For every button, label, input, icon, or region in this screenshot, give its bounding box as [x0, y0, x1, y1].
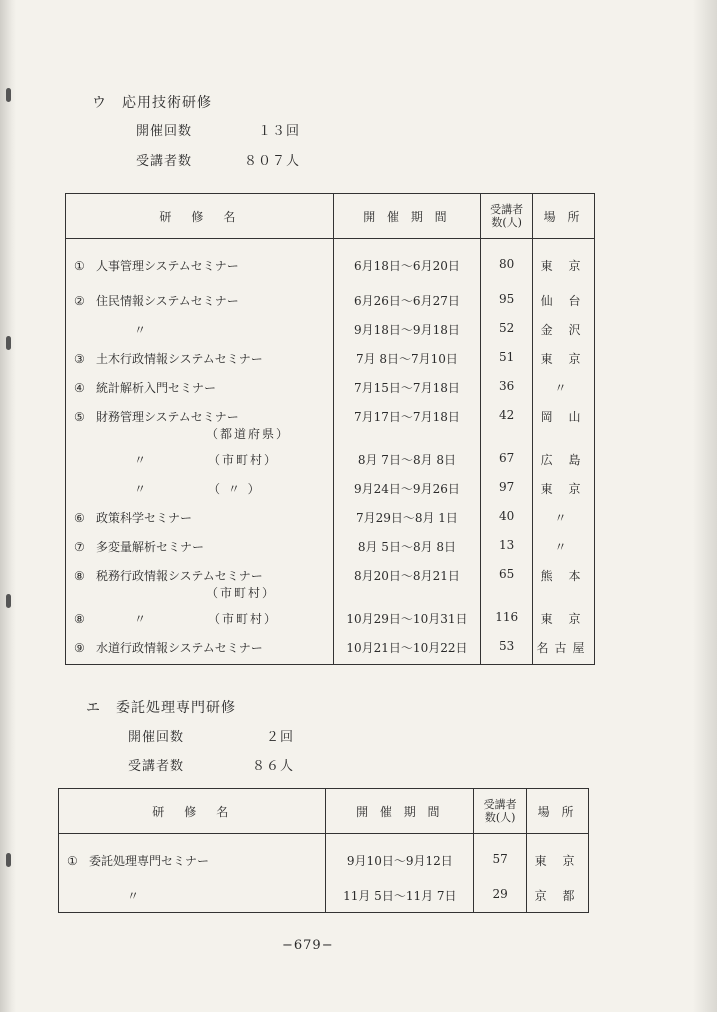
cell-place: 岡 山 — [540, 410, 587, 424]
cell-place: 金 沢 — [540, 323, 587, 337]
cell-period: 7月29日〜8月 1日 — [333, 509, 481, 538]
header-count-text: 受講者 数(人) — [490, 203, 524, 229]
header-count — [481, 194, 533, 239]
table-header-row — [59, 789, 589, 834]
cell-count: 52 — [481, 321, 533, 350]
seminar-target: （市町村） — [208, 612, 279, 626]
table-row — [66, 509, 595, 538]
row-number: ⑨ — [74, 641, 85, 655]
seminar-name: 〃 — [127, 889, 140, 903]
cell-period: 9月10日〜9月12日 — [326, 834, 474, 888]
cell-name — [59, 834, 326, 888]
row-number: ⑦ — [74, 540, 85, 554]
table-row — [66, 292, 595, 321]
binding-hole — [6, 853, 11, 867]
seminar-target: （都道府県） — [206, 427, 291, 441]
section-e-attendees-label: 受講者数 — [128, 759, 185, 774]
cell-name — [66, 538, 334, 567]
cell-period: 7月15日〜7月18日 — [333, 379, 481, 408]
cell-name — [66, 350, 334, 379]
cell-place: 東 京 — [540, 259, 587, 273]
binding-shadow-right — [693, 0, 717, 1012]
binding-hole — [6, 336, 11, 350]
seminar-name: 〃 — [134, 612, 147, 626]
seminar-name: 〃 — [134, 453, 147, 467]
cell-name — [66, 509, 334, 538]
seminar-name: 〃 — [134, 323, 147, 337]
seminar-target: （ 〃 ） — [208, 482, 262, 496]
cell-period: 11月 5日〜11月 7日 — [326, 887, 474, 913]
header-count — [474, 789, 527, 834]
table-row — [66, 350, 595, 379]
section-e-sessions-value: ２回 — [266, 730, 295, 745]
cell-period: 6月26日〜6月27日 — [333, 292, 481, 321]
header-count-text: 受講者 数(人) — [483, 798, 517, 824]
table-row — [66, 379, 595, 408]
cell-name — [66, 639, 334, 665]
section-u-sessions-label: 開催回数 — [136, 124, 193, 139]
row-number: ③ — [74, 352, 85, 366]
row-number: ⑥ — [74, 511, 85, 525]
cell-count: 51 — [481, 350, 533, 379]
section-u-sessions-value: １３回 — [258, 124, 301, 139]
row-number: ① — [67, 854, 78, 868]
cell-count: 36 — [481, 379, 533, 408]
seminar-name: 統計解析入門セミナー — [96, 381, 217, 395]
cell-count: 65 — [481, 567, 533, 610]
cell-period: 9月24日〜9月26日 — [333, 480, 481, 509]
header-name: 研 修 名 — [59, 789, 326, 834]
seminar-name: 住民情報システムセミナー — [96, 294, 239, 308]
seminar-name: 多変量解析セミナー — [96, 540, 205, 554]
seminar-name: 〃 — [134, 482, 147, 496]
cell-count: 116 — [481, 610, 533, 639]
cell-count: 40 — [481, 509, 533, 538]
seminar-name: 人事管理システムセミナー — [96, 259, 239, 273]
seminar-target: （市町村） — [208, 453, 279, 467]
header-place: 場 所 — [533, 194, 595, 239]
section-u-attendees-label: 受講者数 — [136, 154, 193, 169]
row-number: ② — [74, 294, 85, 308]
table-row — [66, 239, 595, 293]
table-row — [59, 887, 589, 913]
cell-name — [66, 451, 334, 480]
row-number: ⑧ — [74, 612, 85, 626]
cell-name — [66, 408, 334, 451]
cell-place: 熊 本 — [540, 569, 587, 583]
cell-period: 8月20日〜8月21日 — [333, 567, 481, 610]
row-number: ④ — [74, 381, 85, 395]
section-e-sessions-label: 開催回数 — [128, 730, 185, 745]
seminar-name: 水道行政情報システムセミナー — [96, 641, 263, 655]
section-e-attendees-value: ８６人 — [252, 759, 295, 774]
header-name: 研 修 名 — [66, 194, 334, 239]
header-period: 開 催 期 間 — [326, 789, 474, 834]
section-u-heading: ウ 応用技術研修 — [92, 95, 212, 111]
cell-place: 東 京 — [534, 854, 581, 868]
cell-count: 97 — [481, 480, 533, 509]
table-row — [66, 480, 595, 509]
cell-period: 9月18日〜9月18日 — [333, 321, 481, 350]
table-row — [66, 321, 595, 350]
cell-name — [66, 480, 334, 509]
cell-period: 8月 5日〜8月 8日 — [333, 538, 481, 567]
cell-period: 7月17日〜7月18日 — [333, 408, 481, 451]
cell-count: 13 — [481, 538, 533, 567]
seminar-name: 政策科学セミナー — [96, 511, 193, 525]
row-number: ① — [74, 259, 85, 273]
cell-place: 仙 台 — [540, 294, 587, 308]
table-row — [66, 538, 595, 567]
cell-name — [66, 292, 334, 321]
section-u-table — [65, 193, 595, 665]
cell-count: 95 — [481, 292, 533, 321]
section-e-table — [58, 788, 589, 913]
cell-period: 10月21日〜10月22日 — [333, 639, 481, 665]
table-row — [66, 639, 595, 665]
row-number: ⑤ — [74, 410, 85, 424]
cell-count: 57 — [474, 834, 527, 888]
cell-place: 東 京 — [540, 482, 587, 496]
cell-place: 東 京 — [540, 612, 587, 626]
cell-place: 名古屋 — [536, 641, 591, 655]
cell-count: 42 — [481, 408, 533, 451]
section-e-heading: エ 委託処理専門研修 — [86, 700, 236, 716]
section-u-attendees-value: ８０７人 — [244, 154, 301, 169]
cell-count: 80 — [481, 239, 533, 293]
seminar-name: 土木行政情報システムセミナー — [96, 352, 263, 366]
seminar-name: 委託処理専門セミナー — [89, 854, 210, 868]
cell-name — [59, 887, 326, 913]
page-number: −679− — [282, 938, 334, 953]
binding-hole — [6, 594, 11, 608]
cell-period: 7月 8日〜7月10日 — [333, 350, 481, 379]
header-period: 開 催 期 間 — [333, 194, 481, 239]
table-row — [66, 567, 595, 610]
table-row — [66, 610, 595, 639]
cell-place: 京 都 — [534, 889, 581, 903]
cell-count: 53 — [481, 639, 533, 665]
cell-place: 〃 — [554, 381, 573, 395]
cell-place: 東 京 — [540, 352, 587, 366]
cell-name — [66, 567, 334, 610]
cell-count: 67 — [481, 451, 533, 480]
table-row — [66, 408, 595, 451]
cell-name — [66, 321, 334, 350]
cell-place: 〃 — [554, 511, 573, 525]
cell-name — [66, 239, 334, 293]
table-header-row — [66, 194, 595, 239]
binding-hole — [6, 88, 11, 102]
table-row — [66, 451, 595, 480]
cell-place: 〃 — [554, 540, 573, 554]
cell-place: 広 島 — [540, 453, 587, 467]
cell-period: 10月29日〜10月31日 — [333, 610, 481, 639]
seminar-target: （市町村） — [206, 586, 277, 600]
row-number: ⑧ — [74, 569, 85, 583]
seminar-name: 税務行政情報システムセミナー — [96, 569, 263, 583]
cell-name — [66, 379, 334, 408]
cell-name — [66, 610, 334, 639]
cell-period: 8月 7日〜8月 8日 — [333, 451, 481, 480]
cell-count: 29 — [474, 887, 527, 913]
seminar-name: 財務管理システムセミナー — [96, 410, 239, 424]
cell-period: 6月18日〜6月20日 — [333, 239, 481, 293]
header-place: 場 所 — [527, 789, 589, 834]
table-row — [59, 834, 589, 888]
